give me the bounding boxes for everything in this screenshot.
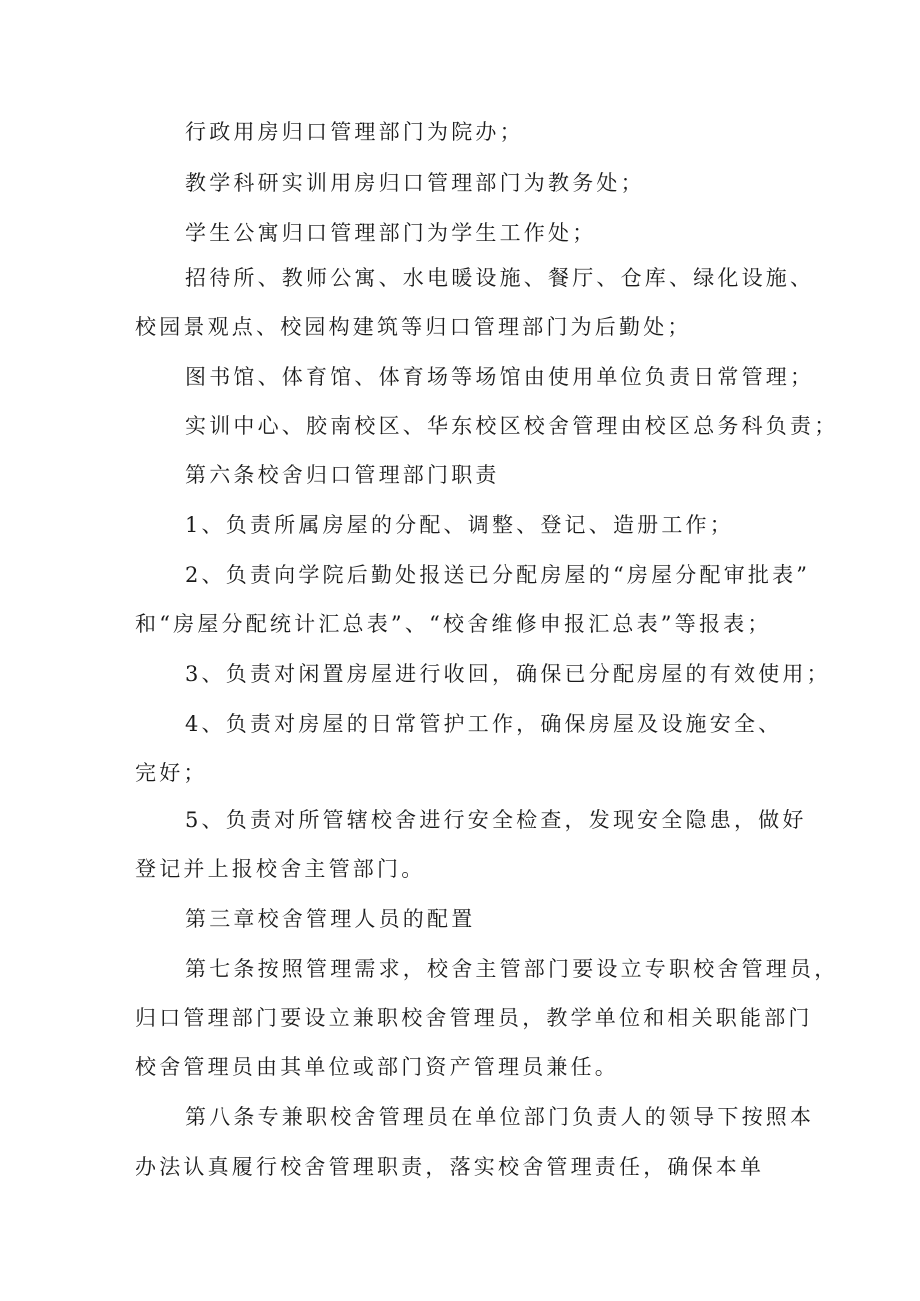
text-line: 1、负责所属房屋的分配、调整、登记、造册工作； [185,513,734,537]
text-line: 5、负责对所管辖校舍进行安全检查，发现安全隐患，做好 [185,808,807,832]
text-line: 招待所、教师公寓、水电暖设施、餐厅、仓库、绿化设施、 [185,266,815,290]
text-line: 3、负责对闲置房屋进行收回，确保已分配房屋的有效使用； [185,662,831,686]
text-line: 登记并上报校舍主管部门。 [135,857,426,881]
text-line: 校舍管理员由其单位或部门资产管理员兼任。 [135,1055,619,1079]
text-line: 办法认真履行校舍管理职责，落实校舍管理责任，确保本单 [135,1155,765,1179]
text-line: 校园景观点、校园构建筑等归口管理部门为后勤处； [135,315,692,339]
text-line: 4、负责对房屋的日常管护工作，确保房屋及设施安全、 [185,712,783,736]
section-heading: 第六条校舍归口管理部门职责 [185,463,500,487]
text-line: 和“房屋分配统计汇总表”、“校舍维修申报汇总表”等报表； [135,612,772,636]
text-line: 教学科研实训用房归口管理部门为教务处； [185,171,645,195]
text-line: 第八条专兼职校舍管理员在单位部门负责人的领导下按照本 [185,1105,815,1129]
text-line: 2、负责向学院后勤处报送已分配房屋的“房屋分配审批表” [185,563,811,587]
text-line: 完好； [135,761,208,785]
text-line: 图书馆、体育馆、体育场等场馆由使用单位负责日常管理； [185,365,815,389]
text-line: 第七条按照管理需求，校舍主管部门要设立专职校舍管理员， [185,957,839,981]
text-line: 行政用房归口管理部门为院办； [185,120,524,144]
text-line: 实训中心、胶南校区、华东校区校舍管理由校区总务科负责； [185,414,839,438]
chapter-heading: 第三章校舍管理人员的配置 [185,907,476,931]
text-line: 归口管理部门要设立兼职校舍管理员，教学单位和相关职能部门 [135,1006,813,1030]
text-line: 学生公寓归口管理部门为学生工作处； [185,221,597,245]
